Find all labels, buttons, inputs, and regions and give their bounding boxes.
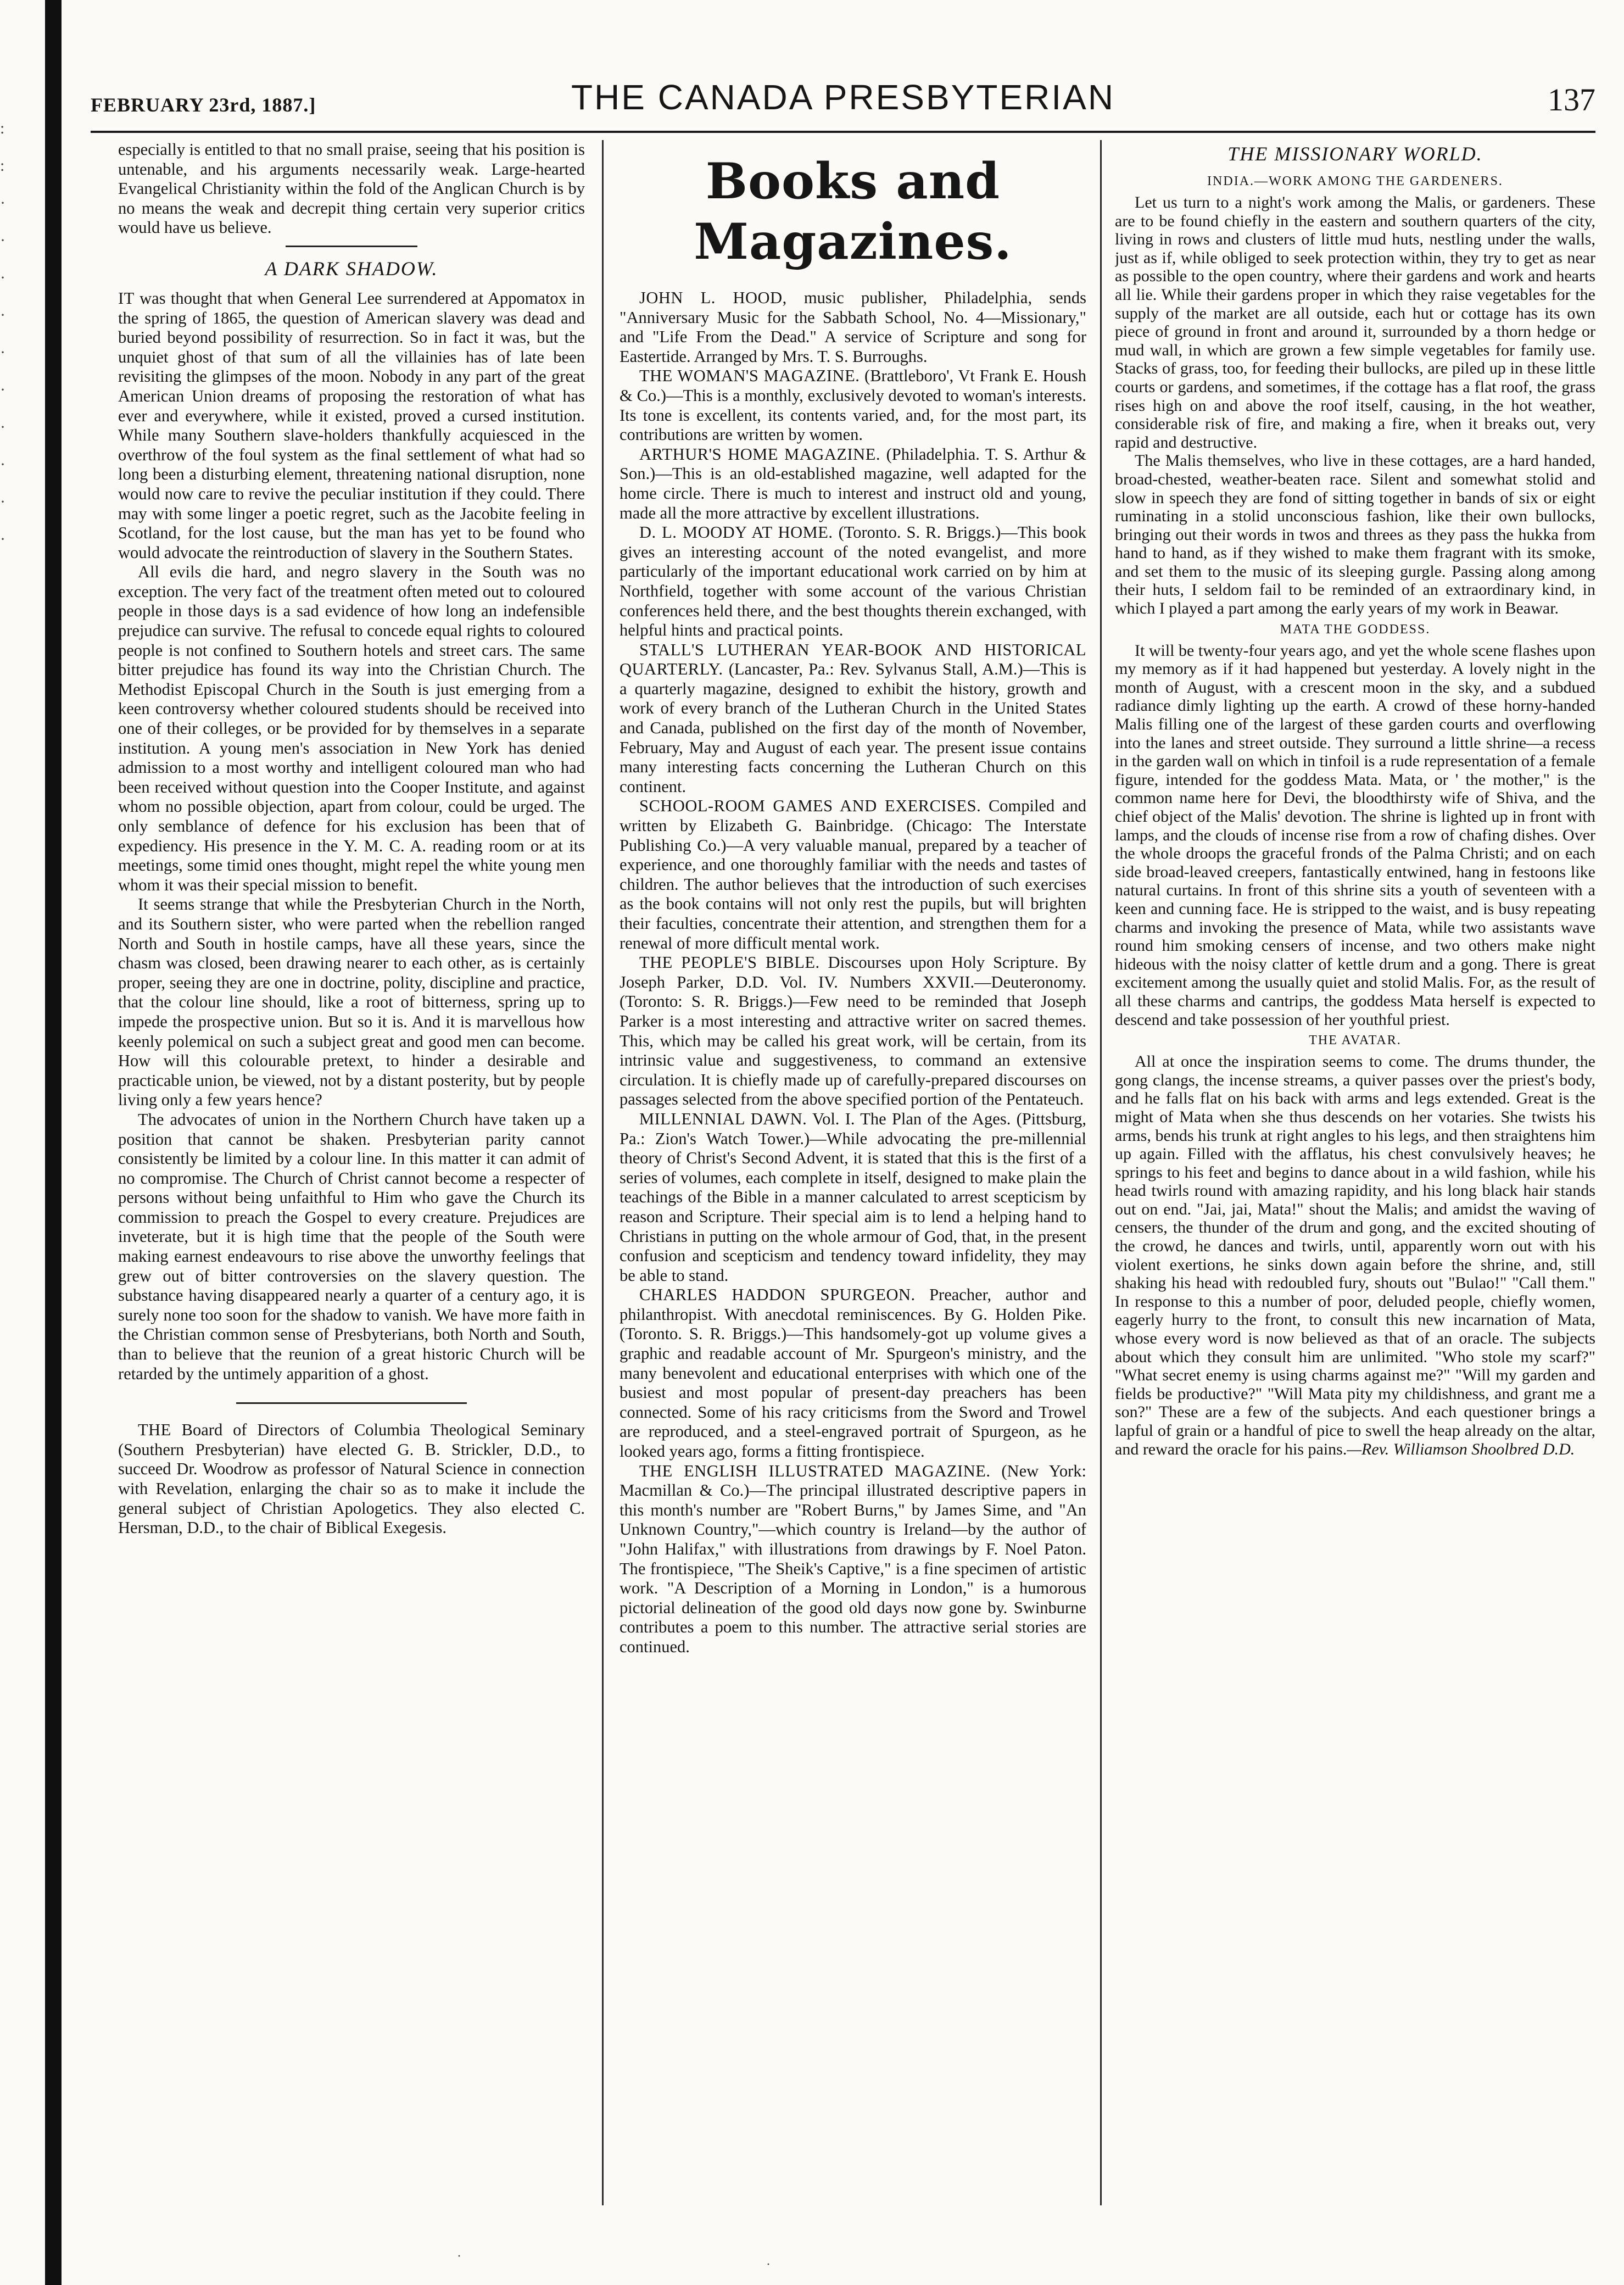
review-item: THE WOMAN'S MAGAZINE. (Brattleboro', Vt Frank E. Housh & Co.)—This is a monthly, exclusively devoted to woman's interests. Its tone is excellent, its contents varied, and, for the most part, its contributions are written by women.	[620, 366, 1086, 444]
subheading: INDIA.—WORK AMONG THE GARDENERS.	[1207, 174, 1503, 188]
column-divider	[602, 140, 604, 2205]
masthead-rule	[91, 131, 1595, 133]
section-heading: Books and Magazines.	[694, 152, 1012, 271]
margin-bleed-marks: : : · · · · · · · · · ·	[0, 119, 5, 548]
author-signature: —Rev. Williamson Shoolbred D.D.	[1347, 1440, 1575, 1458]
review-item: MILLENNIAL DAWN. Vol. I. The Plan of the Ages. (Pittsburg, Pa.: Zion's Watch Tower.)—While advocating the pre-millennial theory of Christ's Second Advent, it is stated that this is the first of a series of volumes, each complete in itself, designed to make plain the teachings of the Bible in a manner calculated to arrest scepticism by reason and Scripture. Their special aim is to lend a helping hand to Christians in putting on the whole armour of God, that, in the present confusion and scepticism and tendency toward infidelity, they may be able to stand.	[620, 1109, 1086, 1285]
article-paragraph: The Malis themselves, who live in these cottages, are a hard handed, broad-chested, weather-beaten race. Silent and somewhat stolid and slow in speech they are fond of sitting together in bands of six or eight ruminating in a stolid unconscious fashion, like their own bullocks, bringing out their words in twos and threes as they pass the hukka from hand to hand, as if they wished to make them fragrant with its smoke, and set them to the music of its sleeping gurgle. Passing along among their huts, I seldom fail to be reminded of an extraordinary kind, in which I played a part among the early years of my work in Beawar.	[1115, 452, 1595, 618]
section-rule	[286, 246, 417, 247]
article-paragraph: The advocates of union in the Northern Church have taken up a position that cannot be shaken. Presbyterian parity cannot consistently be limited by a colour line. In this matter it can admit of no compromise. The Church of Christ cannot become a respecter of persons without being unfaithful to Him who gave the Church its commission to preach the Gospel to every creature. Prejudices are inveterate, but it is high time that the people of the South were making earnest endeavours to rise above the unworthy feelings that grew out of bitter controversies on the slavery question. The substance having disappeared nearly a quarter of a century ago, it is surely none too soon for the shadow to vanish. We have more faith in the Christian common sense of Presbyterians, both North and South, than to believe that the reunion of a great historic Church will be retarded by the untimely apparition of a ghost.	[118, 1110, 585, 1383]
review-item: STALL'S LUTHERAN YEAR-BOOK AND HISTORICAL QUARTERLY. (Lancaster, Pa.: Rev. Sylvanus Stall, A.M.)—This is a quarterly magazine, designed to exhibit the history, growth and work of every branch of the Lutheran Church in the United States and Canada, published on the first day of the month of November, February, May and August of each year. The present issue contains many interesting facts concerning the Lutheran Church on this continent.	[620, 640, 1086, 796]
masthead	[91, 77, 1595, 126]
subheading: MATA THE GODDESS.	[1280, 622, 1431, 637]
review-item: THE PEOPLE'S BIBLE. Discourses upon Holy Scripture. By Joseph Parker, D.D. Vol. IV. Numbers XXVII.—Deuteronomy. (Toronto: S. R. Briggs.)—Few need to be reminded that Joseph Parker is a most interesting and attractive writer on sacred themes. This, which may be called his great work, will be certain, from its intrinsic value and suggestiveness, to command an extensive circulation. It is chiefly made up of carefully-prepared discourses on passages selected from the above specified portion of the Pentateuch.	[620, 953, 1086, 1109]
column-missionary-world	[1115, 140, 1595, 2227]
subheading: THE AVATAR.	[1309, 1033, 1402, 1048]
review-item: THE ENGLISH ILLUSTRATED MAGAZINE. (New York: Macmillan & Co.)—The principal illustrated descriptive papers in this month's number are "Robert Burns," by James Sime, and "An Unknown Country,"—which country is Ireland—by the author of "John Halifax," with illustrations from drawings by F. Noel Paton. The frontispiece, "The Sheik's Captive," is a fine specimen of artistic work. "A Description of a Morning in London," is a humorous pictorial delineation of the good old days now gone by. Swinburne contributes a poem to this number. The attractive serial stories are continued.	[620, 1461, 1086, 1656]
column-books-magazines	[620, 140, 1086, 2227]
article-title: A DARK SHADOW.	[265, 257, 438, 280]
review-item: CHARLES HADDON SPURGEON. Preacher, author and philanthropist. With anecdotal reminiscences. By G. Holden Pike. (Toronto. S. R. Briggs.)—This handsomely-got up volume gives a graphic and readable account of Mr. Spurgeon's ministry, and the many benevolent and educational enterprises with which one of the busiest and most popular of present-day preachers has been connected. Some of his racy criticisms from the Sword and Trowel are reproduced, and a steel-engraved portrait of Spurgeon, as he looked years ago, forms a fitting frontispiece.	[620, 1285, 1086, 1461]
review-item: ARTHUR'S HOME MAGAZINE. (Philadelphia. T. S. Arthur & Son.)—This is an old-established magazine, well adapted for the home circle. There is much to interest and instruct old and young, made all the more attractive by excellent illustrations.	[620, 444, 1086, 522]
print-speck: ·	[457, 2249, 461, 2264]
opening-word: IT	[118, 288, 135, 308]
article-paragraph: It seems strange that while the Presbyterian Church in the North, and its Southern sister, who were parted when the rebellion ranged North and South in hostile camps, have all these years, since the chasm was closed, been drawing nearer to each other, as is certainly proper, seeing they are one in doctrine, polity, discipline and practice, that the colour line should, like a root of bitterness, spring up to impede the prospective union. But so it is. And it is marvellous how keenly polemical on such a subject great and good men can become. How will this colourable pretext, to hinder a desirable and practicable union, be viewed, not by a distant posterity, but by people living only a few years hence?	[118, 895, 585, 1110]
page-binding-edge	[45, 0, 62, 2285]
article-paragraph: Let us turn to a night's work among the Malis, or gardeners. These are to be found chiefly in the eastern and southern quarters of the city, living in rows and clusters of little mud huts, nestling under the walls, just as if, while obliged to seek protection within, they try to get as near as possible to the open country, where their gardens and work and hearts all lie. While their gardens proper in which they raise vegetables for the supply of the market are all outside, each hut or cottage has its own piece of ground in front and around it, surrounded by a thorn hedge or mud wall, in which are grown a few simple vegetables for family use. Stacks of grass, too, for feeding their bullocks, are piled up in these little courts or gardens, and sometimes, if the cottage has a flat roof, the grass rises high on and above the roof itself, causing, in the hot weather, considerable risk of fire, and making a fire, when it breaks out, very rapid and destructive.	[1115, 193, 1595, 452]
section-rule	[236, 1402, 467, 1404]
review-item: JOHN L. HOOD, music publisher, Philadelphia, sends "Anniversary Music for the Sabbath School, No. 4—Missionary," and "Life From the Dead." A service of Scripture and song for Eastertide. Arranged by Mrs. T. S. Burroughs.	[620, 288, 1086, 366]
article-paragraph: All at once the inspiration seems to come. The drums thunder, the gong clangs, the incense streams, a quiver passes over the priest's body, and he falls flat on his back with arms and legs extended. Great is the might of Mata when she thus descends on her votaries. She twists his arms, bends his trunk at right angles to his legs, and then straightens him up again. Filled with the afflatus, his chest convulsively heaves; he springs to his feet and begins to dance about in a wild fashion, while his head twirls round with amazing rapidity, and his long black hair stands out on end. "Jai, jai, Mata!" shout the Malis; and amidst the waving of censers, the thunder of the drum and gong, and the excited shouting of the crowd, he dances and twirls, until, apparently worn out with his violent exertions, he sinks down again before the shrine, and, still shaking his head with redoubled fury, shouts out "Bulao!" "Call them." In response to this a number of poor, deluded people, chiefly women, eagerly hurry to the front, to consult this new incarnation of Mata, whose every word is now believed as that of an oracle. The subjects about which they consult him are unlimited. "Who stole my scarf?" "What secret enemy is using charms against me?" "Will my garden and fields be productive?" "Will Mata pity my childishness, and grant me a son?" These are a few of the subjects. And each questioner brings a lapful of grain or a handful of pice to swell the heap already on the altar, and reward the oracle for his pains.—Rev. Williamson Shoolbred D.D.	[1115, 1052, 1595, 1458]
article-paragraph: All evils die hard, and negro slavery in the South was no exception. The very fact of the treatment often meted out to coloured people in those days is a sad evidence of how long an indefensible prejudice can survive. The refusal to concede equal rights to coloured people is not confined to Southern hotels and street cars. The same bitter prejudice has found its way into the Christian Church. The Methodist Episcopal Church in the South is just emerging from a keen controversy whether coloured students should be received into one of their colleges, or be provided for by themselves in a separate institution. A young men's association in New York has denied admission to a most worthy and intelligent coloured man who had been received without question into the Cooper Institute, and against whom no possible objection, apart from colour, could be urged. The only semblance of defence for his exclusion has been that of expediency. His presence in the Y. M. C. A. reading room or at its meetings, some timid ones thought, might repel the white young men whom it was their special mission to benefit.	[118, 562, 585, 894]
page-number: 137	[1548, 82, 1595, 118]
newspaper-title: THE CANADA PRESBYTERIAN	[571, 77, 1115, 117]
article-paragraph: IT was thought that when General Lee surrendered at Appomatox in the spring of 1865, the question of American slavery was dead and buried beyond possibility of resurrection. So in fact it was, but the unquiet ghost of that sum of all the villainies has of late been revisiting the glimpses of the moon. Nobody in any part of the great American Union dreams of proposing the restoration of what has ever and everywhere, while it existed, proved a cursed institution. While many Southern slave-holders thankfully acquiesced in the overthrow of the foul system as the final settlement of what had so long been a disturbing element, threatening national disruption, none would now care to revive the peculiar institution if they could. There may with some linger a poetic regret, such as the Jacobite feeling in Scotland, for the lost cause, but the man has yet to be found who would advocate the reintroduction of slavery in the Southern States.	[118, 288, 585, 562]
review-item: D. L. MOODY AT HOME. (Toronto. S. R. Briggs.)—This book gives an interesting account of the noted evangelist, and more particularly of the important educational work carried on by him at Northfield, together with some account of the various Christian conferences held there, and the best thoughts therein exchanged, with helpful hints and practical points.	[620, 523, 1086, 640]
section-heading: THE MISSIONARY WORLD.	[1227, 143, 1483, 165]
column-editorial	[118, 140, 585, 2227]
article-paragraph: It will be twenty-four years ago, and yet the whole scene flashes upon my memory as if it had happened but yesterday. A lovely night in the month of August, with a crescent moon in the sky, and a subdued radiance dimly lighting up the earth. A crowd of these horny-handed Malis filling one of the largest of these garden courts and overflowing into the lanes and street outside. They surround a little shrine—a recess in the garden wall on which in tinfoil is a rude representation of a female figure, intended for the goddess Mata. Mata, or ' the mother," is the common name here for Devi, the bloodthirsty wife of Shiva, and the chief object of the Malis' devotion. The shrine is lighted up in front with lamps, and the clouds of incense rise from a row of chafing dishes. Over the whole droops the graceful fronds of the Palma Christi; and on each side broad-leaved creepers, fantastically entwined, hang in festoons like natural curtains. In front of this shrine sits a youth of seventeen with a keen and cunning face. He is stripped to the waist, and is busy repeating charms and invoking the presence of Mata, while two assistants wave round him smoking censers of incense, and two others make night hideous with the noisy clatter of kettle drum and a gong. There is great excitement among the usually quiet and stolid Malis. For, as the result of all these charms and cantrips, the goddess Mata herself is expected to descend and take possession of her youthful priest.	[1115, 641, 1595, 1029]
column-divider	[1100, 140, 1102, 2205]
editorial-continuation: especially is entitled to that no small praise, seeing that his position is untenable, and his arguments necessarily weak. Large-hearted Evangelical Christianity within the fold of the Anglican Church is by no means the weak and decrepit thing certain very superior critics would have us believe.	[118, 140, 585, 237]
review-item: SCHOOL-ROOM GAMES AND EXERCISES. Compiled and written by Elizabeth G. Bainbridge. (Chicago: The Interstate Publishing Co.)—A very valuable manual, prepared by a teacher of experience, and one thoroughly familiar with the needs and tastes of children. The author believes that the introduction of such exercises as the book contains will not only rest the pupils, but will brighten their faculties, concentrate their attention, and strengthen them for a renewal of more difficult mental work.	[620, 796, 1086, 952]
news-item: THE Board of Directors of Columbia Theological Seminary (Southern Presbyterian) have elected G. B. Strickler, D.D., to succeed Dr. Woodrow as professor of Natural Science in connection with Revelation, enlarging the chair so as to make it include the general subject of Christian Apologetics. They also elected C. Hersman, D.D., to the chair of Biblical Exegesis.	[118, 1420, 585, 1537]
issue-date: FEBRUARY 23rd, 1887.]	[91, 94, 316, 116]
print-speck: ·	[766, 2258, 771, 2272]
